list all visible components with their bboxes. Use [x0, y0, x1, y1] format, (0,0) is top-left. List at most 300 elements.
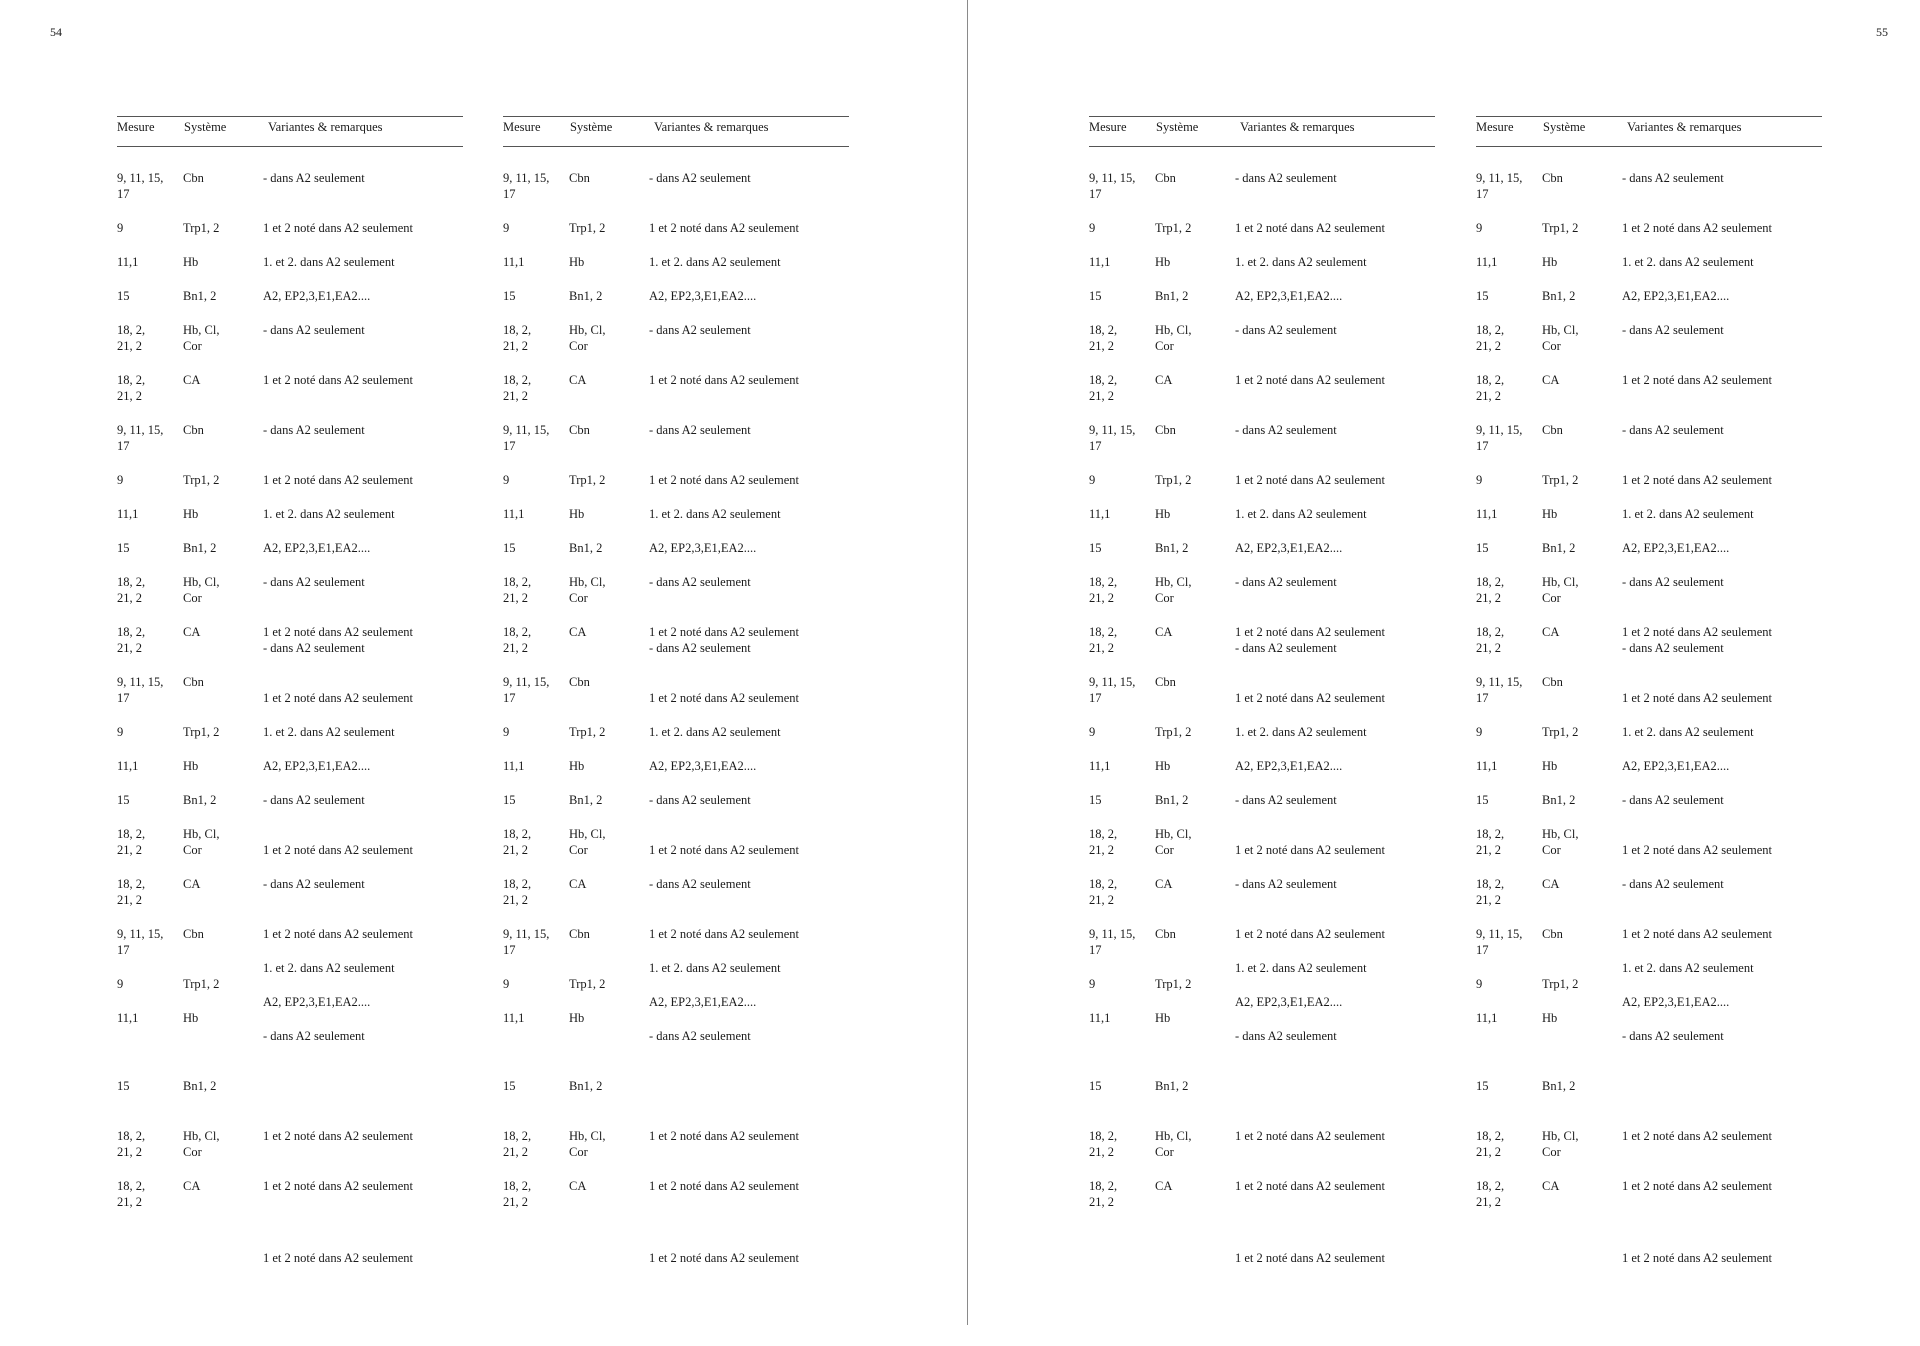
cell-line: - dans A2 seulement — [1235, 575, 1337, 589]
cell-line: 18, 2, — [117, 1179, 146, 1193]
cell-line: - dans A2 seulement — [649, 575, 751, 589]
cell-line: 21, 2 — [1476, 389, 1501, 403]
cell-line: 1 et 2 noté dans A2 seulement — [649, 843, 799, 857]
cell-variantes — [1622, 288, 1729, 304]
cell-line: Hb — [1155, 759, 1171, 773]
cell-line: A2, EP2,3,E1,EA2.... — [1235, 995, 1343, 1009]
cell-line: Hb, Cl, — [183, 1129, 220, 1143]
cell-line: Bn1, 2 — [183, 1079, 217, 1093]
cell-line: A2, EP2,3,E1,EA2.... — [263, 289, 371, 303]
cell-line: 11,1 — [1089, 1011, 1111, 1025]
cell-line: 1 et 2 noté dans A2 seulement — [649, 691, 799, 705]
cell-systeme — [569, 1078, 602, 1094]
cell-line: A2, EP2,3,E1,EA2.... — [649, 541, 757, 555]
header-bottom-rule — [1476, 146, 1822, 147]
cell-line: - dans A2 seulement — [649, 1029, 751, 1043]
cell-line: 9 — [1089, 221, 1096, 235]
cell-variantes — [1235, 994, 1342, 1010]
cell-line: - dans A2 seulement — [1622, 575, 1724, 589]
cell-line — [649, 674, 799, 690]
cell-systeme — [183, 506, 198, 522]
cell-systeme — [1155, 288, 1188, 304]
header-bottom-rule — [117, 146, 463, 147]
cell-systeme — [1155, 254, 1170, 270]
cell-systeme — [569, 1178, 586, 1194]
cell-variantes — [649, 1178, 799, 1194]
cell-line: 9 — [1089, 725, 1096, 739]
cell-line: CA — [569, 373, 587, 387]
cell-line: Cbn — [569, 171, 590, 185]
cell-systeme — [183, 472, 219, 488]
cell-line: 1 et 2 noté dans A2 seulement — [263, 843, 413, 857]
cell-line: Trp1, 2 — [1155, 977, 1192, 991]
cell-systeme — [1155, 472, 1191, 488]
cell-mesure — [503, 926, 549, 958]
cell-line: 9, 11, 15, — [117, 675, 164, 689]
cell-systeme — [569, 826, 605, 858]
cell-systeme — [1155, 322, 1191, 354]
cell-line: 18, 2, — [1089, 877, 1118, 891]
cell-line: - dans A2 seulement — [263, 641, 365, 655]
cell-systeme — [1155, 926, 1176, 942]
header-systeme: Système — [1543, 120, 1586, 134]
cell-line: A2, EP2,3,E1,EA2.... — [1622, 995, 1730, 1009]
cell-systeme — [183, 624, 200, 640]
cell-line: 21, 2 — [1476, 339, 1501, 353]
cell-mesure — [117, 254, 138, 270]
cell-mesure — [1476, 372, 1504, 404]
cell-mesure — [117, 422, 163, 454]
cell-line: 9, 11, 15, — [1476, 171, 1523, 185]
cell-line: 1. et 2. dans A2 seulement — [263, 961, 395, 975]
cell-systeme — [569, 624, 586, 640]
cell-variantes — [649, 372, 799, 388]
cell-line: 1 et 2 noté dans A2 seulement — [1622, 691, 1772, 705]
cell-line: 9, 11, 15, — [117, 927, 164, 941]
cell-variantes — [1235, 724, 1367, 740]
cell-systeme — [569, 170, 590, 186]
cell-systeme — [1542, 372, 1559, 388]
cell-variantes — [1622, 540, 1729, 556]
cell-line: Bn1, 2 — [1155, 289, 1189, 303]
cell-systeme — [1542, 574, 1578, 606]
cell-line: 1. et 2. dans A2 seulement — [649, 255, 781, 269]
cell-line: - dans A2 seulement — [649, 423, 751, 437]
cell-line: Cbn — [569, 423, 590, 437]
cell-line: CA — [183, 625, 201, 639]
cell-systeme — [1155, 1178, 1172, 1194]
cell-mesure — [1089, 472, 1095, 488]
cell-mesure — [1089, 674, 1135, 706]
cell-line: Bn1, 2 — [183, 793, 217, 807]
cell-systeme — [1155, 876, 1172, 892]
cell-variantes — [649, 792, 751, 808]
header-top-rule — [503, 116, 849, 117]
cell-line: Bn1, 2 — [183, 541, 217, 555]
cell-line: 9, 11, 15, — [1476, 423, 1523, 437]
cell-variantes — [1235, 322, 1337, 338]
cell-line: 15 — [1089, 1079, 1102, 1093]
cell-line: 17 — [117, 691, 130, 705]
header-systeme: Système — [570, 120, 613, 134]
cell-mesure — [503, 724, 509, 740]
cell-line: 18, 2, — [503, 877, 532, 891]
cell-line: Cor — [569, 339, 588, 353]
cell-mesure — [503, 372, 531, 404]
cell-line: - dans A2 seulement — [263, 793, 365, 807]
cell-line: 1 et 2 noté dans A2 seulement — [263, 221, 413, 235]
cell-mesure — [1089, 288, 1102, 304]
cell-mesure — [117, 574, 145, 606]
cell-line: A2, EP2,3,E1,EA2.... — [1622, 541, 1730, 555]
cell-line: Hb — [1542, 759, 1558, 773]
cell-line: 21, 2 — [117, 339, 142, 353]
cell-line: Bn1, 2 — [1542, 289, 1576, 303]
cell-line: Hb, Cl, — [1155, 575, 1192, 589]
cell-line: CA — [183, 373, 201, 387]
cell-variantes — [649, 994, 756, 1010]
cell-variantes — [263, 674, 413, 706]
cell-line: A2, EP2,3,E1,EA2.... — [263, 995, 371, 1009]
cell-line: 9 — [117, 725, 124, 739]
cell-line: 21, 2 — [1089, 843, 1114, 857]
cell-line — [263, 674, 413, 690]
cell-line: Trp1, 2 — [1542, 221, 1579, 235]
cell-systeme — [1155, 758, 1170, 774]
cell-line: 18, 2, — [1089, 1129, 1118, 1143]
header-bottom-rule — [1089, 146, 1435, 147]
cell-line: 21, 2 — [117, 1195, 142, 1209]
cell-line: Hb, Cl, — [183, 323, 220, 337]
cell-mesure — [1089, 1128, 1117, 1160]
cell-line: 1 et 2 noté dans A2 seulement — [649, 1251, 799, 1265]
cell-line: Bn1, 2 — [1155, 1079, 1189, 1093]
cell-line: 18, 2, — [1476, 1179, 1505, 1193]
cell-line: A2, EP2,3,E1,EA2.... — [1622, 289, 1730, 303]
cell-line: 18, 2, — [1476, 877, 1505, 891]
cell-systeme — [1155, 976, 1191, 992]
cell-variantes — [1622, 624, 1772, 656]
cell-line: Hb, Cl, — [569, 1129, 606, 1143]
cell-line: Cor — [1542, 843, 1561, 857]
cell-systeme — [1155, 422, 1176, 438]
cell-variantes — [263, 1178, 413, 1194]
cell-line: - dans A2 seulement — [1235, 793, 1337, 807]
cell-line: Hb — [183, 1011, 199, 1025]
cell-line: 18, 2, — [1089, 827, 1118, 841]
cell-systeme — [1542, 1078, 1575, 1094]
cell-line: 11,1 — [117, 759, 139, 773]
cell-variantes — [1235, 624, 1385, 656]
cell-line: 9 — [503, 221, 510, 235]
cell-line: - dans A2 seulement — [1235, 1029, 1337, 1043]
cell-mesure — [1089, 1078, 1102, 1094]
cell-line: 9 — [503, 977, 510, 991]
cell-systeme — [1542, 792, 1575, 808]
cell-line: 17 — [503, 691, 516, 705]
cell-line: - dans A2 seulement — [1622, 641, 1724, 655]
cell-systeme — [183, 322, 219, 354]
cell-mesure — [1476, 422, 1522, 454]
cell-line: CA — [1155, 1179, 1173, 1193]
cell-systeme — [569, 506, 584, 522]
cell-line: 9 — [1089, 473, 1096, 487]
cell-line: Hb — [569, 1011, 585, 1025]
cell-variantes — [649, 288, 756, 304]
cell-line: - dans A2 seulement — [263, 877, 365, 891]
cell-mesure — [1089, 254, 1110, 270]
cell-systeme — [569, 976, 605, 992]
cell-line: A2, EP2,3,E1,EA2.... — [1235, 541, 1343, 555]
cell-line: Trp1, 2 — [569, 473, 606, 487]
cell-variantes — [1235, 540, 1342, 556]
cell-line: Hb, Cl, — [1542, 323, 1579, 337]
cell-line: Hb, Cl, — [183, 827, 220, 841]
cell-systeme — [183, 724, 219, 740]
cell-line: Trp1, 2 — [183, 725, 220, 739]
cell-line: 18, 2, — [1089, 323, 1118, 337]
cell-systeme — [569, 792, 602, 808]
cell-line: Trp1, 2 — [569, 977, 606, 991]
cell-line: Cor — [183, 339, 202, 353]
cell-mesure — [1089, 322, 1117, 354]
cell-variantes — [263, 624, 413, 656]
cell-line: Hb, Cl, — [1155, 323, 1192, 337]
cell-systeme — [183, 220, 219, 236]
cell-line: Bn1, 2 — [1155, 793, 1189, 807]
cell-variantes — [263, 322, 365, 338]
cell-mesure — [117, 288, 130, 304]
cell-systeme — [569, 1128, 605, 1160]
cell-line: 11,1 — [1476, 507, 1498, 521]
cell-line: Hb — [183, 255, 199, 269]
cell-line: 1 et 2 noté dans A2 seulement — [1235, 1251, 1385, 1265]
cell-line: A2, EP2,3,E1,EA2.... — [1235, 289, 1343, 303]
cell-mesure — [117, 724, 123, 740]
cell-mesure — [503, 876, 531, 908]
cell-systeme — [1155, 1128, 1191, 1160]
cell-line: 1 et 2 noté dans A2 seulement — [263, 473, 413, 487]
cell-systeme — [183, 976, 219, 992]
header-top-rule — [1476, 116, 1822, 117]
cell-line: 9, 11, 15, — [503, 423, 550, 437]
cell-mesure — [1089, 506, 1110, 522]
cell-line: A2, EP2,3,E1,EA2.... — [649, 995, 757, 1009]
cell-variantes — [1622, 994, 1729, 1010]
cell-line: 17 — [1089, 439, 1102, 453]
cell-mesure — [1476, 1128, 1504, 1160]
cell-line: 21, 2 — [1476, 843, 1501, 857]
cell-mesure — [1089, 724, 1095, 740]
cell-mesure — [1476, 926, 1522, 958]
cell-line: CA — [569, 877, 587, 891]
cell-line: Trp1, 2 — [183, 221, 220, 235]
cell-line: 1 et 2 noté dans A2 seulement — [1622, 625, 1772, 639]
cell-line: 18, 2, — [503, 1129, 532, 1143]
cell-mesure — [1476, 574, 1504, 606]
cell-variantes — [1622, 792, 1724, 808]
cell-line: - dans A2 seulement — [1622, 1029, 1724, 1043]
header-mesure: Mesure — [1089, 120, 1127, 134]
cell-line: 21, 2 — [117, 1145, 142, 1159]
cell-line: 9 — [117, 221, 124, 235]
cell-variantes — [649, 220, 799, 236]
cell-line: Cor — [1542, 339, 1561, 353]
cell-line: CA — [1542, 877, 1560, 891]
cell-systeme — [569, 372, 586, 388]
cell-line: Cor — [183, 591, 202, 605]
cell-line: 1 et 2 noté dans A2 seulement — [1235, 927, 1385, 941]
cell-line: 1 et 2 noté dans A2 seulement — [1235, 1129, 1385, 1143]
cell-mesure — [1089, 220, 1095, 236]
cell-line: 11,1 — [117, 507, 139, 521]
cell-mesure — [1089, 826, 1117, 858]
cell-line: 1 et 2 noté dans A2 seulement — [1622, 221, 1772, 235]
cell-variantes — [1235, 792, 1337, 808]
cell-variantes — [1235, 876, 1337, 892]
cell-line: A2, EP2,3,E1,EA2.... — [263, 759, 371, 773]
cell-line: Hb — [569, 507, 585, 521]
cell-line: 1 et 2 noté dans A2 seulement — [1235, 691, 1385, 705]
cell-systeme — [1542, 1010, 1557, 1026]
cell-line — [1235, 826, 1385, 842]
cell-line: 18, 2, — [1089, 575, 1118, 589]
cell-line: Cbn — [1155, 927, 1176, 941]
cell-variantes — [263, 994, 370, 1010]
cell-variantes — [1235, 926, 1385, 942]
cell-mesure — [503, 674, 549, 706]
cell-line: - dans A2 seulement — [1235, 877, 1337, 891]
cell-variantes — [263, 574, 365, 590]
cell-line: CA — [1155, 877, 1173, 891]
cell-mesure — [1476, 976, 1482, 992]
cell-line: 18, 2, — [117, 575, 146, 589]
cell-line: 21, 2 — [503, 893, 528, 907]
cell-line: 15 — [117, 289, 130, 303]
cell-variantes — [263, 540, 370, 556]
cell-variantes — [649, 876, 751, 892]
cell-line: 21, 2 — [117, 591, 142, 605]
cell-line: - dans A2 seulement — [1622, 793, 1724, 807]
cell-line: 15 — [1089, 289, 1102, 303]
cell-variantes — [649, 472, 799, 488]
cell-line: 18, 2, — [503, 373, 532, 387]
cell-line: 1. et 2. dans A2 seulement — [1622, 725, 1754, 739]
variant-table-column-2 — [503, 116, 849, 1346]
cell-mesure — [117, 170, 163, 202]
cell-line: 9 — [1476, 473, 1483, 487]
cell-systeme — [1155, 1010, 1170, 1026]
cell-line: - dans A2 seulement — [263, 1029, 365, 1043]
cell-mesure — [503, 826, 531, 858]
cell-variantes — [1235, 288, 1342, 304]
cell-variantes — [1235, 220, 1385, 236]
cell-line: Trp1, 2 — [183, 977, 220, 991]
cell-mesure — [1476, 674, 1522, 706]
cell-line: 1. et 2. dans A2 seulement — [1235, 961, 1367, 975]
cell-line: 9 — [503, 473, 510, 487]
cell-line: A2, EP2,3,E1,EA2.... — [1235, 759, 1343, 773]
cell-mesure — [503, 758, 524, 774]
cell-line: Cbn — [1155, 423, 1176, 437]
cell-line: 18, 2, — [1089, 1179, 1118, 1193]
cell-line: Bn1, 2 — [569, 793, 603, 807]
cell-line: 9 — [1476, 725, 1483, 739]
page-number-right: 55 — [1876, 25, 1888, 39]
cell-mesure — [1476, 1010, 1497, 1026]
cell-line: - dans A2 seulement — [1622, 323, 1724, 337]
cell-line: 15 — [503, 289, 516, 303]
cell-line: Bn1, 2 — [1155, 541, 1189, 555]
cell-systeme — [1155, 826, 1191, 858]
cell-systeme — [569, 876, 586, 892]
cell-systeme — [569, 254, 584, 270]
cell-line: 15 — [503, 793, 516, 807]
cell-line: 18, 2, — [1089, 625, 1118, 639]
cell-line: 21, 2 — [1476, 591, 1501, 605]
cell-line: A2, EP2,3,E1,EA2.... — [649, 289, 757, 303]
cell-line: 17 — [1476, 943, 1489, 957]
cell-line: 17 — [1476, 691, 1489, 705]
cell-systeme — [569, 1010, 584, 1026]
cell-line: Hb — [569, 759, 585, 773]
cell-mesure — [1089, 926, 1135, 958]
cell-line: 9 — [117, 977, 124, 991]
cell-line: 9, 11, 15, — [117, 171, 164, 185]
cell-systeme — [183, 1010, 198, 1026]
cell-systeme — [1542, 322, 1578, 354]
cell-line: 1 et 2 noté dans A2 seulement — [263, 1251, 413, 1265]
cell-variantes — [1622, 1178, 1772, 1194]
cell-line: 1. et 2. dans A2 seulement — [1235, 255, 1367, 269]
cell-variantes — [1235, 1178, 1385, 1194]
cell-mesure — [503, 422, 549, 454]
cell-line: Cor — [1542, 1145, 1561, 1159]
header-bottom-rule — [503, 146, 849, 147]
cell-line: Trp1, 2 — [1155, 221, 1192, 235]
cell-mesure — [117, 826, 145, 858]
cell-systeme — [1542, 1128, 1578, 1160]
cell-line: 11,1 — [1476, 255, 1498, 269]
cell-variantes — [1235, 758, 1342, 774]
cell-mesure — [117, 624, 145, 656]
cell-line: Hb, Cl, — [1542, 827, 1579, 841]
cell-line: Bn1, 2 — [569, 541, 603, 555]
cell-line: Trp1, 2 — [569, 221, 606, 235]
cell-variantes — [1622, 254, 1754, 270]
cell-line: 18, 2, — [503, 827, 532, 841]
cell-systeme — [1542, 254, 1557, 270]
cell-line: Trp1, 2 — [569, 725, 606, 739]
cell-line: Cor — [1542, 591, 1561, 605]
cell-systeme — [569, 288, 602, 304]
cell-variantes — [649, 1128, 799, 1144]
cell-line: 21, 2 — [117, 893, 142, 907]
cell-line: - dans A2 seulement — [649, 793, 751, 807]
cell-line: Cbn — [1542, 675, 1563, 689]
cell-variantes — [649, 826, 799, 858]
cell-systeme — [569, 472, 605, 488]
cell-mesure — [117, 976, 123, 992]
cell-line: 17 — [1476, 187, 1489, 201]
cell-variantes — [263, 506, 395, 522]
cell-line: 18, 2, — [1476, 827, 1505, 841]
cell-systeme — [1542, 724, 1578, 740]
cell-variantes — [1622, 506, 1754, 522]
cell-line: 17 — [117, 943, 130, 957]
cell-line: 1 et 2 noté dans A2 seulement — [263, 1129, 413, 1143]
cell-line: 11,1 — [503, 1011, 525, 1025]
